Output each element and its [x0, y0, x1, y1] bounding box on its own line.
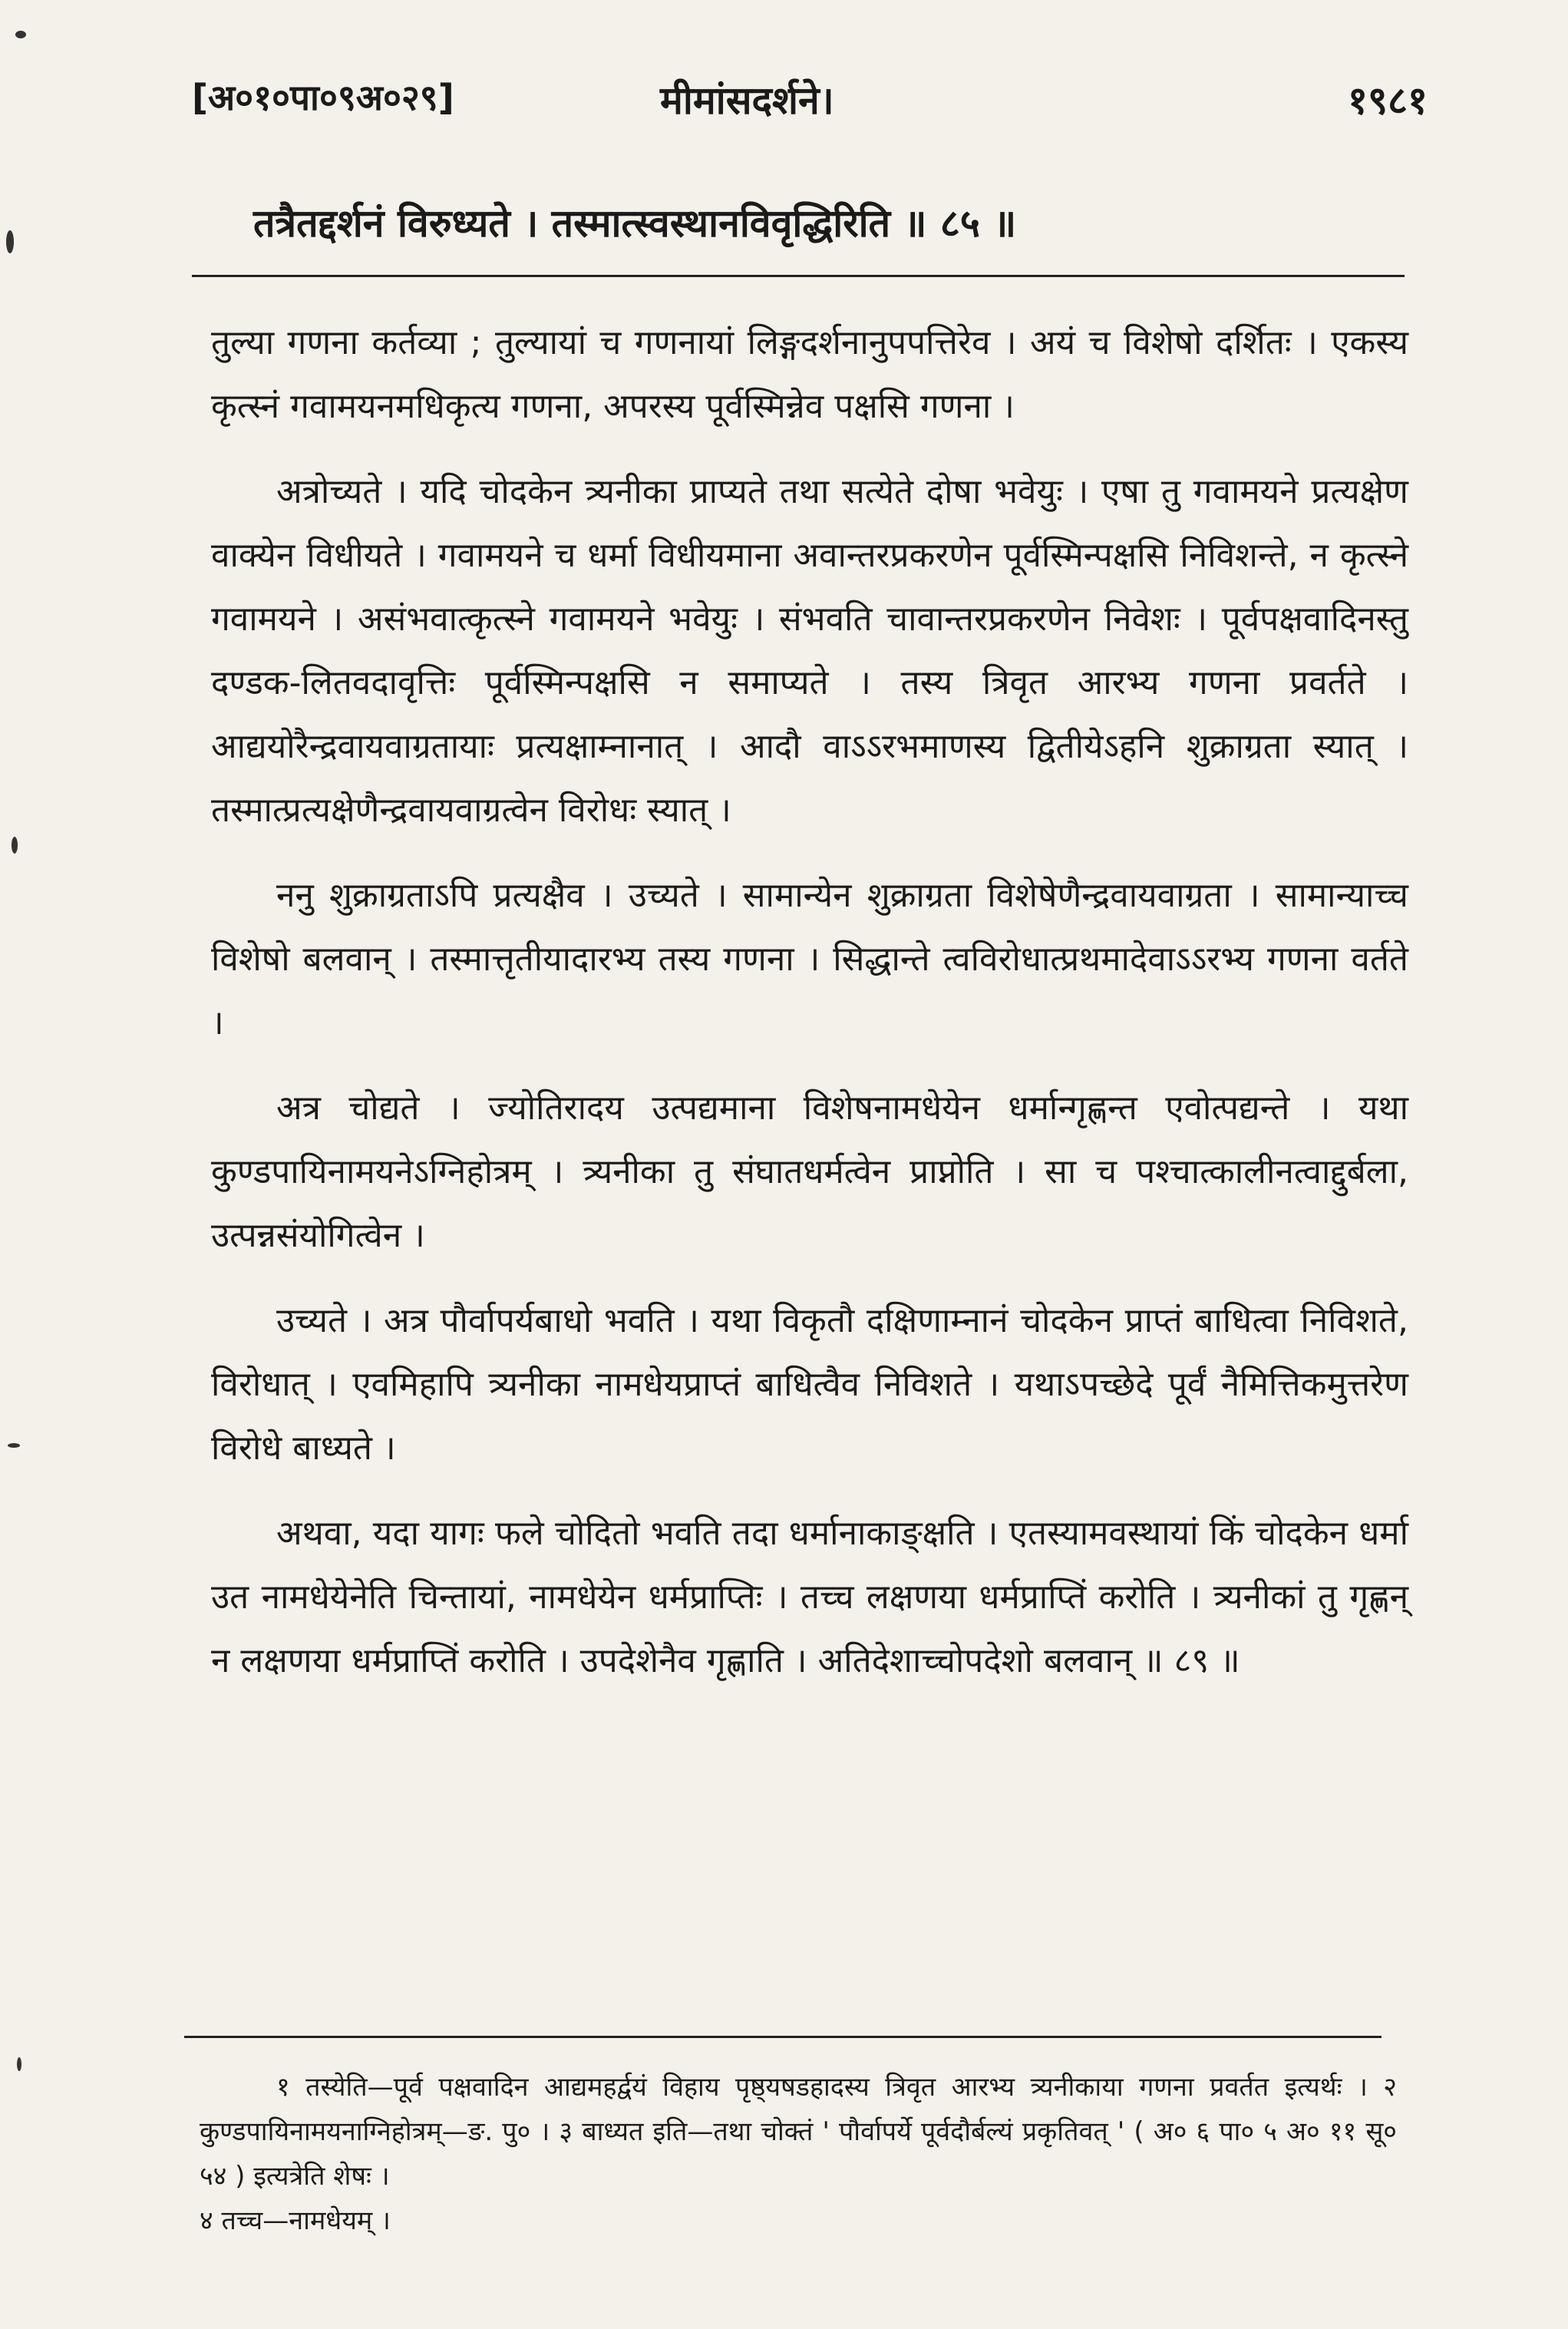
page-number: १९८१	[1348, 78, 1428, 123]
running-header	[192, 73, 1428, 134]
paragraph: उच्यते । अत्र पौर्वापर्यबाधो भवति । यथा विकृतौ दक्षिणाम्नानं चोदकेन प्राप्तं बाधित्वा निविशते, विरोधात् । एवमिहापि त्र्यनीका नामधेयप्राप्तं बाधित्वैव निविशते । यथाऽपच्छेदे पूर्वं नैमित्तिकमुत्तरेण विरोधे बाध्यते ।	[211, 1301, 1408, 1468]
scan-speck	[6, 230, 14, 253]
footnote: ४ तच्च—नामधेयम् ।	[200, 2205, 391, 2236]
footnotes	[200, 2065, 1397, 2243]
paragraph: अत्रोच्यते । यदि चोदकेन त्र्यनीका प्राप्यते तथा सत्येते दोषा भवेयुः । एषा तु गवामयने प्रत्यक्षेण वाक्येन विधीयते । गवामयने च धर्मा विधीयमाना अवान्तरप्रकरणेन पूर्वस्मिन्पक्षसि निविशन्ते, न कृत्स्ने गवामयने । असंभवात्कृत्स्ने गवामयने भवेयुः । संभवति चावान्तरप्रकरणेन निवेशः । पूर्वपक्षवादिनस्तु दण्डक-लितवदावृत्तिः पूर्वस्मिन्पक्षसि न समाप्यते । तस्य त्रिवृत आरभ्य गणना प्रवर्तते । आद्ययोरैन्द्रवायवाग्रतायाः प्रत्यक्षाम्नानात् । आदौ वाऽऽरभमाणस्य द्वितीयेऽहनि शुक्राग्रता स्यात् । तस्मात्प्रत्यक्षेणैन्द्रवायवाग्रत्वेन विरोधः स्यात् ।	[211, 472, 1408, 830]
paragraph: ननु शुक्राग्रताऽपि प्रत्यक्षैव । उच्यते । सामान्येन शुक्राग्रता विशेषेणैन्द्रवायवाग्रता । सामान्याच्च विशेषो बलवान् । तस्मात्तृतीयादारभ्य तस्य गणना । सिद्धान्ते त्वविरोधात्प्रथमादेवाऽऽरभ्य गणना वर्तते ।	[211, 876, 1408, 1042]
scan-speck	[17, 2057, 21, 2071]
commentary-body	[211, 311, 1408, 1714]
running-title: मीमांसदर्शने।	[660, 78, 834, 123]
scan-speck	[8, 1443, 20, 1448]
sutra-line: तत्रैतद्दर्शनं विरुध्यते । तस्मात्स्वस्थानविवृद्धिरिति ॥ ८५ ॥	[253, 201, 1017, 246]
paragraph: अथवा, यदा यागः फले चोदितो भवति तदा धर्मानाकाङ्क्षति । एतस्यामवस्थायां किं चोदकेन धर्मा उत नामधेयेनेति चिन्तायां, नामधेयेन धर्मप्राप्तिः । तच्च लक्षणया धर्मप्राप्तिं करोति । त्र्यनीकां तु गृह्णन् न लक्षणया धर्मप्राप्तिं करोति । उपदेशेनैव गृह्णाति । अतिदेशाच्चोपदेशो बलवान् ॥ ८९ ॥	[211, 1514, 1408, 1680]
section-reference: [अ०१०पा०९अ०२९]	[192, 77, 454, 118]
paragraph: अत्र चोद्यते । ज्योतिरादय उत्पद्यमाना विशेषनामधेयेन धर्मान्गृह्णन्त एवोत्पद्यन्ते । यथा कुण्डपायिनामयनेऽग्निहोत्रम् । त्र्यनीका तु संघातधर्मत्वेन प्राप्नोति । सा च पश्चात्कालीनत्वाद्दुर्बला, उत्पन्नसंयोगित्वेन ।	[211, 1089, 1408, 1255]
scan-speck	[12, 837, 18, 854]
paragraph: तुल्या गणना कर्तव्या ; तुल्यायां च गणनायां लिङ्गदर्शनानुपपत्तिरेव । अयं च विशेषो दर्शितः । एकस्य कृत्स्नं गवामयनमधिकृत्य गणना, अपरस्य पूर्वस्मिन्नेव पक्षसि गणना ।	[211, 323, 1408, 426]
scan-speck	[15, 31, 26, 38]
footnote-divider	[184, 2036, 1381, 2038]
footnote: १ तस्येति—पूर्व पक्षवादिन आद्यमहर्द्वयं विहाय पृष्ठ्यषडहादस्य त्रिवृत आरभ्य त्र्यनीकाया गणना प्रवर्तत इत्यर्थः । २ कुण्डपायिनामयनाग्निहोत्रम्—ङ. पु० । ३ बाध्यत इति—तथा चोक्तं ' पौर्वापर्ये पूर्वदौर्बल्यं प्रकृतिवत् ' ( अ० ६ पा० ५ अ० ११ सू० ५४ ) इत्यत्रेति शेषः ।	[200, 2072, 1397, 2192]
header-divider	[192, 275, 1405, 277]
